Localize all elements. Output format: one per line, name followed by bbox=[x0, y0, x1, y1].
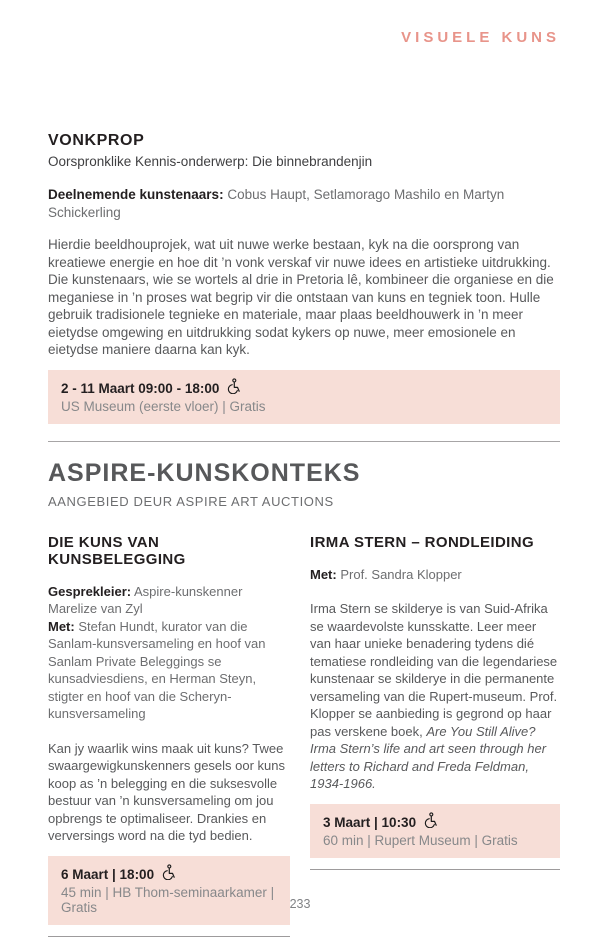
column-divider bbox=[48, 936, 290, 937]
event-venue-price: 45 min | HB Thom-seminaarkamer | Gratis bbox=[61, 884, 275, 915]
wheelchair-accessible-icon bbox=[422, 812, 437, 831]
section-title-aspire: ASPIRE-KUNSKONTEKS bbox=[48, 458, 361, 487]
wheelchair-accessible-icon bbox=[160, 864, 175, 883]
event-title-vonkprop: VONKPROP bbox=[48, 132, 145, 149]
event-venue-price: 60 min | Rupert Museum | Gratis bbox=[323, 832, 518, 848]
event-subtitle: Oorspronklike Kennis-onderwerp: Die binnebrandenjin bbox=[48, 154, 373, 169]
event-datetime-text: 6 Maart | 18:00 bbox=[61, 867, 155, 882]
leader-label: Gesprekleier: bbox=[48, 583, 132, 599]
participants-line bbox=[48, 186, 560, 221]
page-category-header: VISUELE KUNS bbox=[401, 29, 560, 46]
event-info-box-irma-stern bbox=[310, 804, 560, 858]
column-divider bbox=[310, 869, 560, 870]
with-names: Prof. Sandra Klopper bbox=[340, 566, 462, 582]
page-number: 233 bbox=[289, 897, 311, 911]
event-description: Hierdie beeldhouprojek, wat uit nuwe werke bestaan, kyk na die oorsprong van kreatiewe energie en hoe dit ’n vonk verskaf vir nuwe idees en artistieke uitdrukking. Die kunstenaars, wie se wortels al drie in Pretoria lê, kombineer die organiese en die meganiese in ’n proses wat begrip vir die ontstaan van kuns en tegniek toon. Hulle gebruik tradisionele tegnieke en materiale, maar plaas beeldhouwerk in ’n meer eietydse omgewing en uitdrukking sodat kykers op nuwe, meer emosionele en eietydse maniere daarna kan kyk. bbox=[48, 237, 554, 357]
book-title: Are You Still Alive? Irma Stern’s life and art seen through her letters to Richard and Freda Feldman, 1934-1966. bbox=[310, 723, 547, 791]
participants-names: Cobus Haupt, Setlamorago Mashilo en Martyn Schickerling bbox=[48, 187, 505, 220]
event-description bbox=[310, 600, 560, 793]
column-kunsbelegging bbox=[48, 534, 290, 937]
with-label: Met: bbox=[310, 566, 337, 582]
speakers-block bbox=[48, 583, 290, 723]
event-title-irma-stern: IRMA STERN – RONDLEIDING bbox=[310, 533, 535, 551]
two-column-layout bbox=[48, 534, 560, 937]
event-info-box-vonkprop bbox=[48, 370, 560, 424]
page-content bbox=[48, 0, 560, 937]
event-info-box-kunsbelegging bbox=[48, 856, 290, 925]
participants-label: Deelnemende kunstenaars: bbox=[48, 187, 224, 202]
speakers-block bbox=[310, 566, 560, 584]
section-divider bbox=[48, 441, 560, 442]
wheelchair-accessible-icon bbox=[225, 378, 240, 397]
event-datetime bbox=[61, 381, 547, 397]
event-datetime-text: 3 Maart | 10:30 bbox=[323, 815, 417, 830]
with-label: Met: bbox=[48, 618, 75, 634]
description-text: Irma Stern se skilderye is van Suid-Afrika se waardevolste kunsskatte. Leer meer van haar unieke benadering tydens dié tematiese rondleiding van die legendariese kunstenaar se skilderye in die permanente versameling van die Rupert-museum. Prof. Klopper se aanbieding is gegrond op haar pas verskene boek, bbox=[310, 601, 558, 739]
event-title-kunsbelegging: DIE KUNS VAN KUNSBELEGGING bbox=[48, 533, 186, 568]
event-venue-price: US Museum (eerste vloer) | Gratis bbox=[61, 398, 266, 414]
section-presenter: AANGEBIED DEUR ASPIRE ART AUCTIONS bbox=[48, 493, 334, 509]
event-datetime bbox=[323, 815, 547, 831]
with-names: Stefan Hundt, kurator van die Sanlam-kunsversameling en hoof van Sanlam Private Beleggings se kunsadviesdiens, en Herman Steyn, stigter en hoof van die Scheryn-kunsversameling bbox=[48, 618, 266, 721]
event-datetime-text: 2 - 11 Maart 09:00 - 18:00 bbox=[61, 381, 220, 396]
leader-name: Aspire-kunskenner Marelize van Zyl bbox=[48, 583, 243, 616]
event-datetime bbox=[61, 867, 277, 883]
column-irma-stern bbox=[310, 534, 560, 937]
event-description: Kan jy waarlik wins maak uit kuns? Twee swaargewigkunskenners gesels oor kuns koop as ’n belegging en die suksesvolle bestuur van ’n kunsversameling om jou opbrengs te optimaliseer. Drankies en verversings word na die tyd bedien. bbox=[48, 740, 286, 843]
